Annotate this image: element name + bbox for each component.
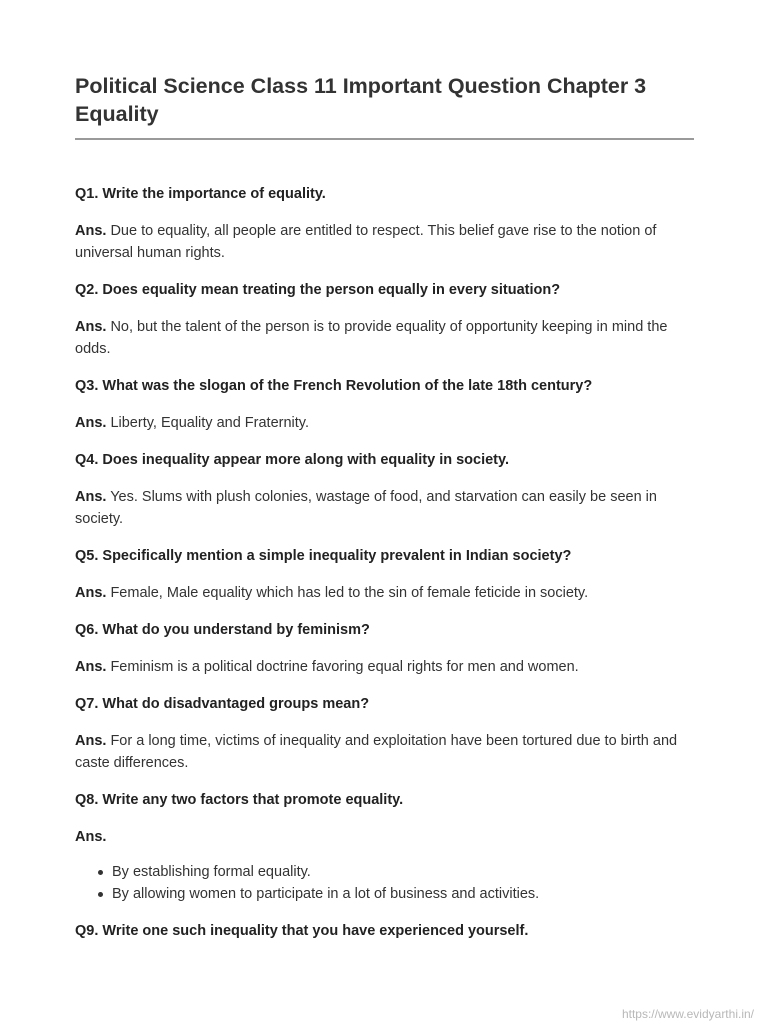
question-6: Q6. What do you understand by feminism?: [75, 622, 370, 638]
answer-5: [75, 582, 694, 604]
qa-list: [75, 183, 694, 942]
answer-text: Feminism is a political doctrine favoring equal rights for men and women.: [110, 659, 579, 675]
bullet-text: By establishing formal equality.: [112, 864, 311, 880]
answer-label: Ans.: [75, 489, 107, 505]
footer-url: https://www.evidyarthi.in/: [621, 1007, 754, 1021]
question-2: Q2. Does equality mean treating the person equally in every situation?: [75, 282, 561, 298]
answer-text: Yes. Slums with plush colonies, wastage of food, and starvation can easily be seen in society.: [75, 489, 657, 527]
answer-text: Due to equality, all people are entitled to respect. This belief gave rise to the notion of universal human rights.: [75, 223, 657, 261]
question-8: Q8. Write any two factors that promote equality.: [75, 792, 404, 808]
answer-4: [75, 486, 694, 530]
answer-7: [75, 730, 694, 774]
answer-label: Ans.: [75, 319, 107, 335]
question-4: Q4. Does inequality appear more along with equality in society.: [75, 452, 510, 468]
answer-label: Ans.: [75, 585, 107, 601]
bullet-item: [75, 883, 694, 905]
answer-label: Ans.: [75, 659, 107, 675]
answer-text: Liberty, Equality and Fraternity.: [110, 415, 309, 431]
question-9: Q9. Write one such inequality that you have experienced yourself.: [75, 923, 529, 939]
answer-6: [75, 656, 694, 678]
bullet-item: [75, 861, 694, 883]
answer-label: Ans.: [75, 829, 107, 845]
answer-1: [75, 220, 694, 264]
page-title: Political Science Class 11 Important Question Chapter 3 Equality: [75, 72, 694, 140]
answer-8: [75, 826, 694, 848]
answer-label: Ans.: [75, 415, 107, 431]
bullet-text: By allowing women to participate in a lot of business and activities.: [112, 886, 540, 902]
question-3: Q3. What was the slogan of the French Revolution of the late 18th century?: [75, 378, 593, 394]
answer-3: [75, 412, 694, 434]
question-7: Q7. What do disadvantaged groups mean?: [75, 696, 370, 712]
answer-label: Ans.: [75, 223, 107, 239]
bullet-dot-icon: [98, 892, 103, 897]
question-1: Q1. Write the importance of equality.: [75, 186, 326, 202]
bullet-dot-icon: [98, 870, 103, 875]
answer-2: [75, 316, 694, 360]
answer-text: Female, Male equality which has led to the sin of female feticide in society.: [110, 585, 589, 601]
answer-text: No, but the talent of the person is to provide equality of opportunity keeping in mind the odds.: [75, 319, 668, 357]
answer-text: For a long time, victims of inequality and exploitation have been tortured due to birth and caste differences.: [75, 733, 678, 771]
document-page: [75, 72, 694, 957]
answer-label: Ans.: [75, 733, 107, 749]
answer-8-bullet-list: [75, 861, 694, 905]
question-5: Q5. Specifically mention a simple inequality prevalent in Indian society?: [75, 548, 572, 564]
